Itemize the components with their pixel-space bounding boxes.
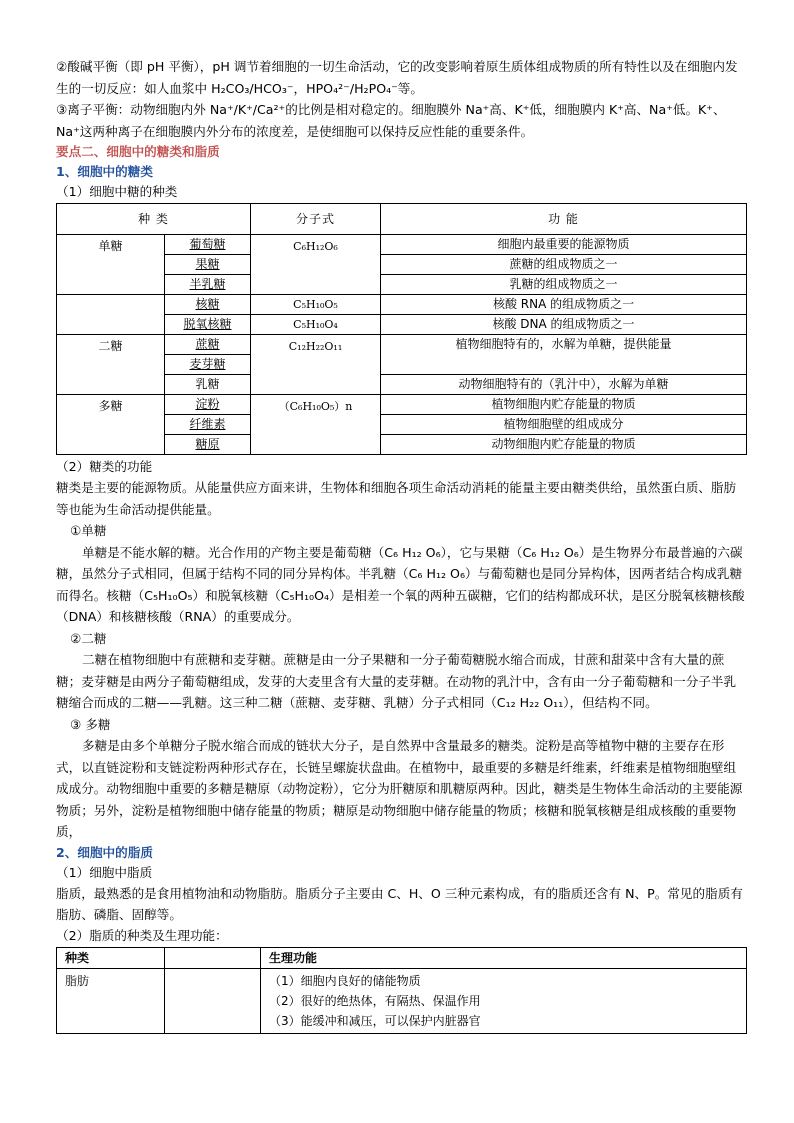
group-poly: 多糖 [57,395,165,455]
lipid-table [56,947,747,1034]
formula-ribose: C₅H₁₀O₅ [251,295,381,315]
di-label: ②二糖 [70,630,107,646]
group-di: 二糖 [57,335,165,395]
lipid-function: （3）能缓冲和减压，可以保护内脏器官 [269,1013,481,1028]
header-function: 功 能 [381,204,747,235]
sugar-function: 乳糖的组成物质之一 [381,275,747,295]
sugar-function: 核酸 DNA 的组成物质之一 [381,315,747,335]
formula-hexose: C₆H₁₂O₆ [251,235,381,295]
poly-text: 多糖是由多个单糖分子脱水缩合而成的链状大分子，是自然界中含量最多的糖类。淀粉是高等植物中糖的主要存在形式，以直链淀粉和支链淀粉两种形式存在，长链呈螺旋状盘曲。在植物中，最重要的多糖是纤维素，纤维素是植物细胞壁组成成分。动物细胞中重要的多糖是糖原（动物淀粉），它分为肝糖原和肌糖原两种。因此，糖类是生物体生命活动的主要能源物质；另外，淀粉是植物细胞中储存能量的物质；糖原是动物细胞中储存能量的物质；核糖和脱氧核糖是组成核酸的重要物质， [56,738,743,839]
mono-text: 单糖是不能水解的糖。光合作用的产物主要是葡萄糖（C₆ H₁₂ O₆），它与果糖（C₆ H₁₂ O₆）是生物界分布最普遍的六碳糖，虽然分子式相同，但属于结构不同的同分异构体。半乳糖（C₆ H₁₂ O₆）与葡萄糖也是同分异构体，因两者结合构成乳糖而得名。核糖（C₅H₁₀O₅）和脱氧核糖（C₅H₁₀O₄）是相差一个氧的两种五碳糖，它们的结构都成环状，是区分脱氧核糖核酸（DNA）和核糖核酸（RNA）的重要成分。 [56,544,745,624]
table-row [57,968,747,1033]
acid-base-paragraph: ②酸碱平衡（即 pH 平衡），pH 调节着细胞的一切生命活动，它的改变影响着原生质体组成物质的所有特性以及在细胞内发生的一切反应：如人血浆中 H₂CO₃/HCO₃⁻，HPO₄²⁻/H₂PO₄⁻等。 [56,59,738,96]
lipid-label-1: （1）细胞中脂质 [56,864,153,880]
sugar-name: 葡萄糖 [165,235,251,255]
sugar-table [56,203,747,455]
sugar-name: 核糖 [165,295,251,315]
mono-label: ①单糖 [70,523,107,538]
sugar-function: 动物细胞特有的（乳汁中），水解为单糖 [381,375,747,395]
sugar-function: 植物细胞内贮存能量的物质 [381,395,747,415]
lipid-header-kind: 种类 [57,947,165,968]
sugar-name: 糖原 [165,435,251,455]
document-page [56,56,746,1034]
lipid-text-1: 脂质，最熟悉的是食用植物油和动物脂肪。脂质分子主要由 C、H、O 三种元素构成，有的脂质还含有 N、P。常见的脂质有脂肪、磷脂、固醇等。 [56,885,743,922]
sugar-table-label: （1）细胞中糖的种类 [56,184,178,199]
section-title: 要点二、细胞中的糖类和脂质 [56,144,220,159]
sugar-name: 半乳糖 [165,275,251,295]
formula-deoxyribose: C₅H₁₀O₄ [251,315,381,335]
ion-balance-paragraph: ③离子平衡：动物细胞内外 Na⁺/K⁺/Ca²⁺的比例是相对稳定的。细胞膜外 Na⁺高、K⁺低，细胞膜内 K⁺高、Na⁺低。K⁺、Na⁺这两种离子在细胞膜内外分布的浓度差，是使细胞可以保持反应性能的重要条件。 [56,102,726,139]
lipid-function: （1）细胞内良好的储能物质 [269,973,421,988]
sugar-name: 纤维素 [165,415,251,435]
poly-label: ③ 多糖 [70,716,111,732]
lipid-function: （2）很好的绝热体，有隔热、保温作用 [269,993,481,1008]
sugar-function: 植物细胞壁的组成成分 [381,415,747,435]
sugar-title: 1、细胞中的糖类 [56,164,153,179]
sugar-name: 淀粉 [165,395,251,415]
sugar-function: 蔗糖的组成物质之一 [381,255,747,275]
sugar-function: 植物细胞特有的，水解为单糖，提供能量 [381,335,747,375]
di-text: 二糖在植物细胞中有蔗糖和麦芽糖。蔗糖是由一分子果糖和一分子葡萄糖脱水缩合而成，甘蔗和甜菜中含有大量的蔗糖；麦芽糖是由两分子葡萄糖组成，发芽的大麦里含有大量的麦芽糖。在动物的乳汁中，含有由一分子葡萄糖和一分子半乳糖缩合而成的二糖——乳糖。这三种二糖（蔗糖、麦芽糖、乳糖）分子式相同（C₁₂ H₂₂ O₁₁），但结构不同。 [56,652,737,710]
sugar-name: 蔗糖 [165,335,251,355]
sugar-function-text: 糖类是主要的能源物质。从能量供应方面来讲，生物体和细胞各项生命活动消耗的能量主要由糖类供给，虽然蛋白质、脂肪等也能为生命活动提供能量。 [56,480,737,517]
formula-polysaccharide: （C₆H₁₀O₅）n [251,395,381,455]
lipid-title: 2、细胞中的脂质 [56,844,153,860]
sugar-function: 细胞内最重要的能源物质 [381,235,747,255]
sugar-function-label: （2）糖类的功能 [56,459,153,474]
sugar-function: 核酸 RNA 的组成物质之一 [381,295,747,315]
header-formula: 分子式 [251,204,381,235]
sugar-name: 麦芽糖 [165,355,251,375]
header-kind: 种 类 [57,204,251,235]
lipid-label-2: （2）脂质的种类及生理功能： [56,927,228,943]
sugar-name: 脱氧核糖 [165,315,251,335]
formula-disaccharide: C₁₂H₂₂O₁₁ [251,335,381,395]
lipid-header-function: 生理功能 [261,947,747,968]
sugar-name: 果糖 [165,255,251,275]
lipid-kind: 脂肪 [57,968,165,1033]
group-mono: 单糖 [57,235,165,295]
sugar-name: 乳糖 [165,375,251,395]
sugar-function: 动物细胞内贮存能量的物质 [381,435,747,455]
